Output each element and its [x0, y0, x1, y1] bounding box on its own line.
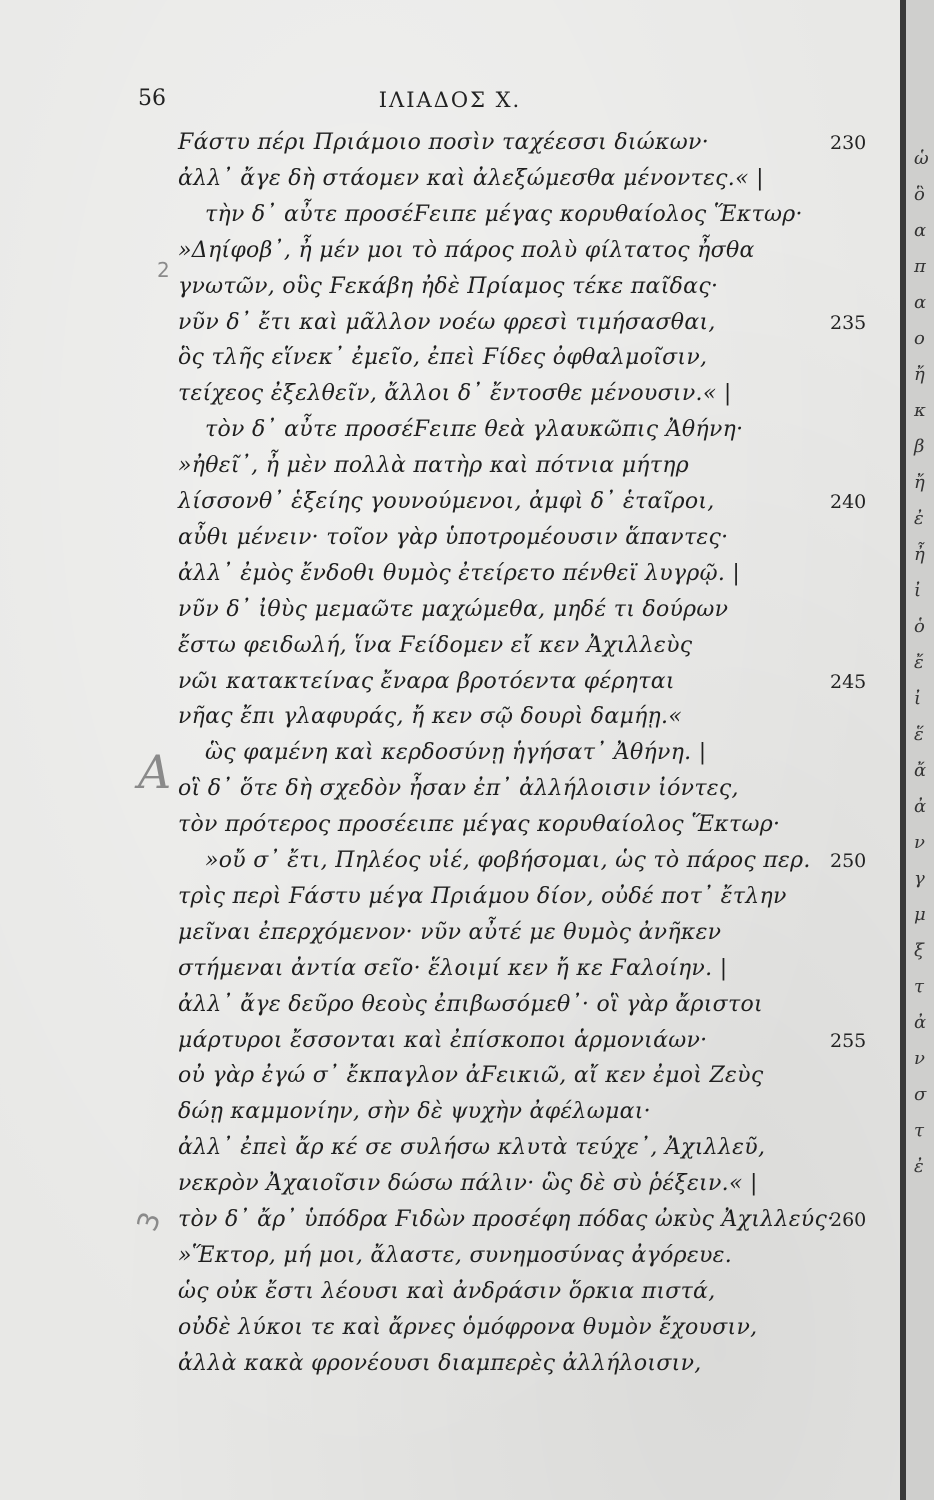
- line-number: 255: [830, 1029, 867, 1052]
- adjacent-page-fragment: ἤ: [914, 472, 925, 493]
- verse-text: Ϝάστυ πέρι Πριάμοιο ποσὶν ταχέεσσι διώκων·: [178, 130, 709, 155]
- verse-line: [0, 704, 900, 740]
- verse-text: τὴν δ᾽ αὖτε προσέϜειπε μέγας κορυθαίολος Ἕκτωρ·: [205, 201, 803, 227]
- line-number: 250: [830, 850, 867, 872]
- verse-line: [0, 1063, 900, 1099]
- verse-line: [0, 740, 900, 776]
- verse-line: [0, 633, 900, 669]
- adjacent-page-fragment: α: [914, 292, 927, 313]
- verse-text: ἀλλ᾽ ἄγε δεῦρο θεοὺς ἐπιβωσόμεθ᾽· οἳ γὰρ ἄριστοι: [178, 991, 763, 1017]
- verse-line: [0, 166, 900, 202]
- verse-line: [0, 489, 900, 525]
- verse-line: [0, 525, 900, 561]
- verse-line: [0, 1351, 900, 1387]
- adjacent-page-fragment: ν: [914, 832, 925, 853]
- verse-text: »ἠθεῖ᾽, ἦ μὲν πολλὰ πατὴρ καὶ πότνια μήτηρ: [178, 453, 689, 479]
- adjacent-page-fragment: τ: [914, 1120, 924, 1141]
- verse-text: τὸν δ᾽ αὖτε προσέϜειπε θεὰ γλαυκῶπις Ἀθήνη·: [205, 417, 744, 443]
- verse-text: οὐ γὰρ ἐγώ σ᾽ ἔκπαγλον ἀϜεικιῶ, αἴ κεν ἐμοὶ Ζεὺς: [178, 1063, 764, 1089]
- verse-line: [0, 381, 900, 417]
- adjacent-page-fragment: τ: [914, 976, 924, 997]
- adjacent-page-fragment: α: [914, 220, 927, 241]
- verse-text: νῦν δ᾽ ἰθὺς μεμαῶτε μαχώμεθα, μηδέ τι δούρων: [178, 596, 729, 622]
- verse-text: γνωτῶν, οὓς Ϝεκάβη ἠδὲ Πρίαμος τέκε παῖδας·: [178, 273, 719, 299]
- adjacent-page-fragment: ἦ: [914, 544, 925, 565]
- adjacent-page-fragment: ἤ: [914, 364, 925, 385]
- verse-text: τὸν πρότερος προσέειπε μέγας κορυθαίολος Ἕκτωρ·: [178, 812, 781, 838]
- page-number: 56: [138, 86, 166, 111]
- adjacent-page-fragment: ἐ: [914, 1156, 924, 1177]
- verse-text: αὖθι μένειν· τοῖον γὰρ ὑποτρομέουσιν ἅπαντες·: [178, 524, 729, 550]
- verse-text: τὸν δ᾽ ἄρ᾽ ὑπόδρα Ϝιδὼν προσέφη πόδας ὠκὺς Ἀχιλλεύς·: [178, 1207, 835, 1232]
- adjacent-page-fragment: ξ: [914, 940, 924, 961]
- verse-text: τείχεος ἐξελθεῖν, ἄλλοι δ᾽ ἔντοσθε μένουσιν.« |: [178, 381, 732, 407]
- line-number: 260: [830, 1209, 867, 1231]
- adjacent-page-fragment: ο: [914, 328, 925, 349]
- verse-line: [0, 238, 900, 274]
- adjacent-page-fragment: μ: [914, 904, 926, 925]
- verse-line: [0, 597, 900, 633]
- verse-line: [0, 884, 900, 920]
- verse-line: [0, 1279, 900, 1315]
- verse-text: μάρτυροι ἔσσονται καὶ ἐπίσκοποι ἁρμονιάων·: [178, 1027, 708, 1053]
- margin-pencil-mark: 3: [130, 1207, 168, 1236]
- verse-line: [0, 1135, 900, 1171]
- verse-text: νεκρὸν Ἀχαιοῖσιν δώσω πάλιν· ὣς δὲ σὺ ῥέξειν.« |: [178, 1171, 758, 1197]
- adjacent-page-fragment: ἄ: [914, 760, 927, 781]
- verse-line: [0, 956, 900, 992]
- verse-text: ὡς οὐκ ἔστι λέουσι καὶ ἀνδράσιν ὅρκια πιστά,: [178, 1278, 716, 1304]
- verse-line: [0, 1315, 900, 1351]
- verse-line: [0, 310, 900, 346]
- verse-text: ἀλλ᾽ ἐπεὶ ἄρ κέ σε συλήσω κλυτὰ τεύχε᾽, Ἀχιλλεῦ,: [178, 1135, 766, 1161]
- verse-line: [0, 1028, 900, 1064]
- verse-line: [0, 274, 900, 310]
- verse-text: νῦν δ᾽ ἔτι καὶ μᾶλλον νοέω φρεσὶ τιμήσασθαι,: [178, 309, 716, 335]
- verse-text: δώῃ καμμονίην, σὴν δὲ ψυχὴν ἀφέλωμαι·: [178, 1099, 651, 1125]
- adjacent-page-fragment: β: [914, 436, 925, 457]
- adjacent-page-fragment: ὡ: [914, 148, 929, 169]
- verse-line: [0, 130, 900, 166]
- line-number: 240: [830, 491, 867, 513]
- verse-text: »οὔ σ᾽ ἔτι, Πηλέος υἱέ, φοβήσομαι, ὡς τὸ πάρος περ.: [205, 848, 811, 873]
- adjacent-page-fragment: ν: [914, 1048, 925, 1069]
- verse-text: νῶι κατακτείνας ἔναρα βροτόεντα φέρηται: [178, 668, 675, 694]
- verse-text: οἳ δ᾽ ὅτε δὴ σχεδὸν ἦσαν ἐπ᾽ ἀλλήλοισιν ἰόντες,: [178, 776, 739, 802]
- verse-text: οὐδὲ λύκοι τε καὶ ἄρνες ὁμόφρονα θυμὸν ἔχουσιν,: [178, 1314, 758, 1340]
- adjacent-page-fragment: ἔ: [914, 652, 924, 673]
- adjacent-page-fragment: ἰ: [914, 580, 922, 601]
- margin-pencil-mark: A: [138, 745, 172, 799]
- verse-line: [0, 1171, 900, 1207]
- verse-line: [0, 561, 900, 597]
- verse-line: [0, 812, 900, 848]
- verse-text: ἀλλὰ κακὰ φρονέουσι διαμπερὲς ἀλλήλοισιν,: [178, 1350, 702, 1376]
- adjacent-page-edge: [906, 0, 934, 1500]
- verse-text: νῆας ἔπι γλαφυράς, ἤ κεν σῷ δουρὶ δαμήῃ.«: [178, 704, 683, 730]
- verse-text: στήμεναι ἀντία σεῖο· ἕλοιμί κεν ἤ κε Ϝαλοίην. |: [178, 955, 728, 981]
- verse-line: [0, 992, 900, 1028]
- verse-text: ἀλλ᾽ ἐμὸς ἔνδοθι θυμὸς ἐτείρετο πένθεϊ λυγρῷ. |: [178, 560, 741, 586]
- adjacent-page-fragment: ἐ: [914, 508, 924, 529]
- verse-text: ὃς τλῆς εἵνεκ᾽ ἐμεῖο, ἐπεὶ Ϝίδες ὀφθαλμοῖσιν,: [178, 345, 708, 371]
- verse-text: »Δηίφοβ᾽, ἦ μέν μοι τὸ πάρος πολὺ φίλτατος ἦσθα: [178, 237, 755, 263]
- verse-text: μεῖναι ἐπερχόμενον· νῦν αὖτέ με θυμὸς ἀνῆκεν: [178, 919, 722, 945]
- verse-line: [0, 1099, 900, 1135]
- verse-text: ὣς φαμένη καὶ κερδοσύνῃ ἡγήσατ᾽ Ἀθήνη. |: [205, 740, 707, 766]
- verse-line: [0, 345, 900, 381]
- verse-line: [0, 920, 900, 956]
- verse-line: [0, 417, 900, 453]
- verse-text: »Ἕκτορ, μή μοι, ἄλαστε, συνημοσύνας ἀγόρευε.: [178, 1242, 733, 1268]
- adjacent-page-fragment: ἕ: [914, 724, 924, 745]
- verse-text: τρὶς περὶ Ϝάστυ μέγα Πριάμου δίον, οὐδέ ποτ᾽ ἔτλην: [178, 883, 787, 909]
- line-number: 245: [830, 670, 867, 693]
- adjacent-page-fragment: κ: [914, 400, 926, 421]
- adjacent-page-fragment: ἰ: [914, 688, 922, 709]
- margin-pencil-mark: 2: [157, 258, 170, 282]
- adjacent-page-fragment: ὁ: [914, 616, 925, 637]
- line-number: 230: [830, 132, 867, 154]
- running-title: ΙΛΙΑΔΟΣ Χ.: [378, 88, 522, 112]
- adjacent-page-fragment: ἀ: [914, 1012, 927, 1033]
- line-number: 235: [830, 311, 867, 334]
- verse-line: [0, 776, 900, 812]
- verse-text: λίσσονθ᾽ ἑξείης γουνούμενοι, ἀμφὶ δ᾽ ἑταῖροι,: [178, 489, 715, 514]
- verse-line: [0, 669, 900, 705]
- verse-line: [0, 1243, 900, 1279]
- verse-line: [0, 453, 900, 489]
- verse-line: [0, 848, 900, 884]
- adjacent-page-fragment: π: [914, 256, 926, 277]
- adjacent-page-fragment: ἀ: [914, 796, 927, 817]
- adjacent-page-fragment: σ: [914, 1084, 927, 1105]
- verse-text: ἀλλ᾽ ἄγε δὴ στάομεν καὶ ἀλεξώμεσθα μένοντες.« |: [178, 165, 764, 191]
- verse-text: ἔστω φειδωλή, ἵνα Ϝείδομεν εἴ κεν Ἀχιλλεὺς: [178, 632, 693, 658]
- adjacent-page-fragment: ὃ: [914, 184, 925, 205]
- verse-line: [0, 202, 900, 238]
- adjacent-page-fragment: γ: [914, 868, 925, 889]
